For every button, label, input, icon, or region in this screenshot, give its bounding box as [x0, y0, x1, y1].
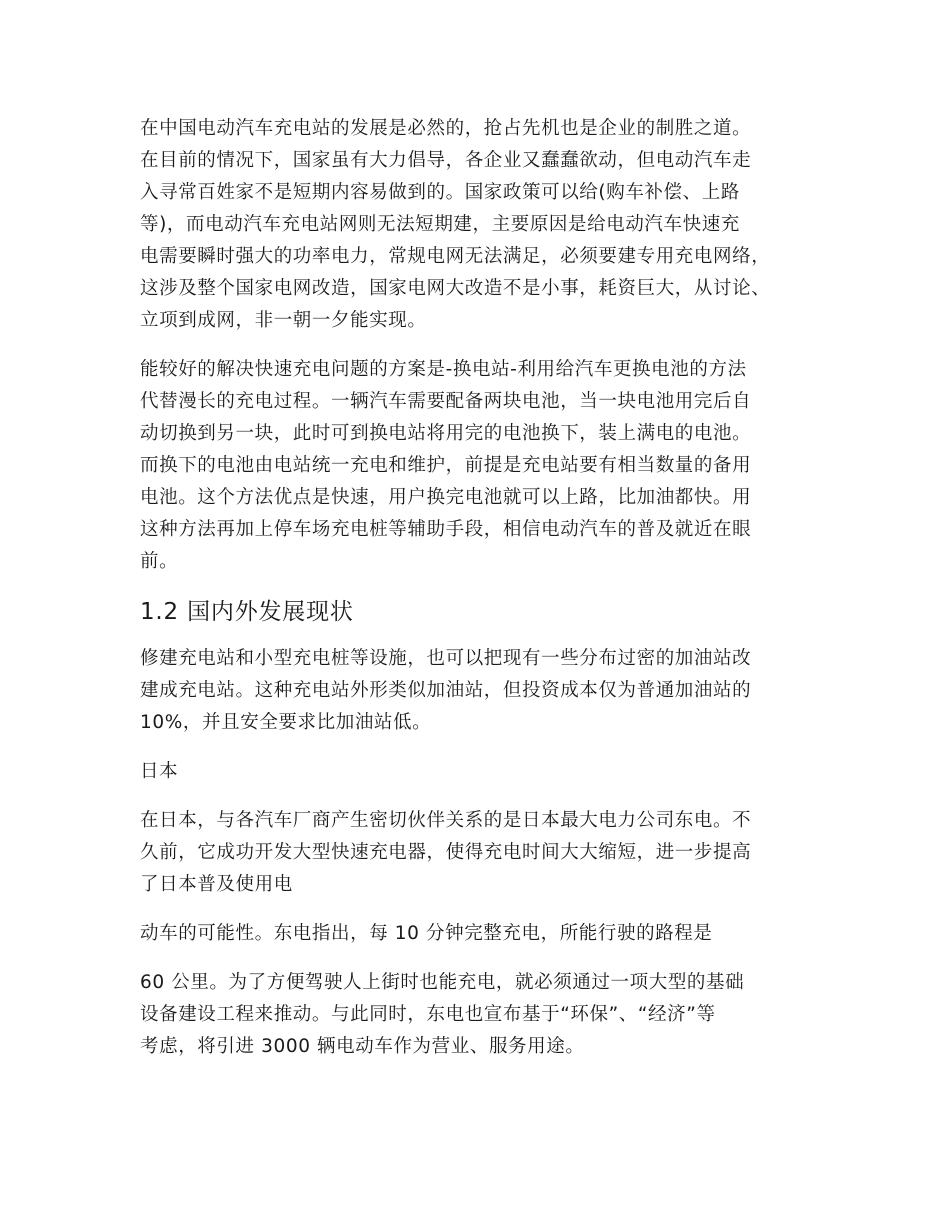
text-line: 而换下的电池由电站统一充电和维护，前提是充电站要有相当数量的备用: [140, 455, 752, 476]
text-line: 这涉及整个国家电网改造，国家电网大改造不是小事，耗资巨大，从讨论、: [140, 278, 771, 299]
text-line: 电池。这个方法优点是快速，用户换完电池就可以上路，比加油都快。用: [140, 487, 752, 508]
paragraph-japan-label: [140, 756, 820, 788]
text-line: 前。: [140, 551, 179, 572]
paragraph-charging-stations: [140, 643, 820, 739]
text-line: 考虑，将引进 3000 辆电动车作为营业、服务用途。: [140, 1036, 585, 1057]
text-line: 代替漫长的充电过程。一辆汽车需要配备两块电池，当一块电池用完后自: [140, 391, 752, 412]
text-line: 入寻常百姓家不是短期内容易做到的。国家政策可以给(购车补偿、上路: [140, 182, 740, 203]
paragraph-japan-tepco: [140, 805, 820, 901]
text-line: 修建充电站和小型充电桩等设施，也可以把现有一些分布过密的加油站改: [140, 648, 752, 669]
text-line: 动切换到另一块，此时可到换电站将用完的电池换下，装上满电的电池。: [140, 423, 752, 444]
text-line: 在目前的情况下，国家虽有大力倡导，各企业又蠢蠢欲动，但电动汽车走: [140, 150, 752, 171]
text-line: 能较好的解决快速充电问题的方案是-换电站-利用给汽车更换电池的方法: [140, 359, 747, 380]
document-page: [140, 113, 820, 1080]
text-line: 动车的可能性。东电指出，每 10 分钟完整充电，所能行驶的路程是: [140, 923, 713, 944]
paragraph-ev-charging-necessity: [140, 113, 820, 337]
text-line: 了日本普及使用电: [140, 874, 293, 895]
text-line: 在中国电动汽车充电站的发展是必然的，抢占先机也是企业的制胜之道。: [140, 118, 752, 139]
text-line: 设备建设工程来推动。与此同时，东电也宣布基于“环保”、“经济”等: [140, 1004, 716, 1025]
text-line: 60 公里。为了方便驾驶人上街时也能充电，就必须通过一项大型的基础: [140, 972, 745, 993]
paragraph-tepco-plan: [140, 967, 820, 1063]
text-line: 立项到成网，非一朝一夕能实现。: [140, 310, 427, 331]
paragraph-tepco-charging: [140, 918, 820, 950]
text-line: 在日本，与各汽车厂商产生密切伙伴关系的是日本最大电力公司东电。不: [140, 810, 752, 831]
text-line: 这种方法再加上停车场充电桩等辅助手段，相信电动汽车的普及就近在眼: [140, 519, 752, 540]
text-line: 日本: [140, 761, 179, 782]
text-line: 等)，而电动汽车充电站网则无法短期建，主要原因是给电动汽车快速充: [140, 214, 740, 235]
text-line: 久前，它成功开发大型快速充电器，使得充电时间大大缩短，进一步提高: [140, 842, 752, 863]
section-heading: 1.2 国内外发展现状: [140, 599, 354, 625]
paragraph-battery-swap: [140, 354, 820, 578]
text-line: 10%，并且安全要求比加油站低。: [140, 712, 432, 733]
text-line: 电需要瞬时强大的功率电力，常规电网无法满足，必须要建专用充电网络，: [140, 246, 771, 267]
text-line: 建成充电站。这种充电站外形类似加油站，但投资成本仅为普通加油站的: [140, 680, 752, 701]
